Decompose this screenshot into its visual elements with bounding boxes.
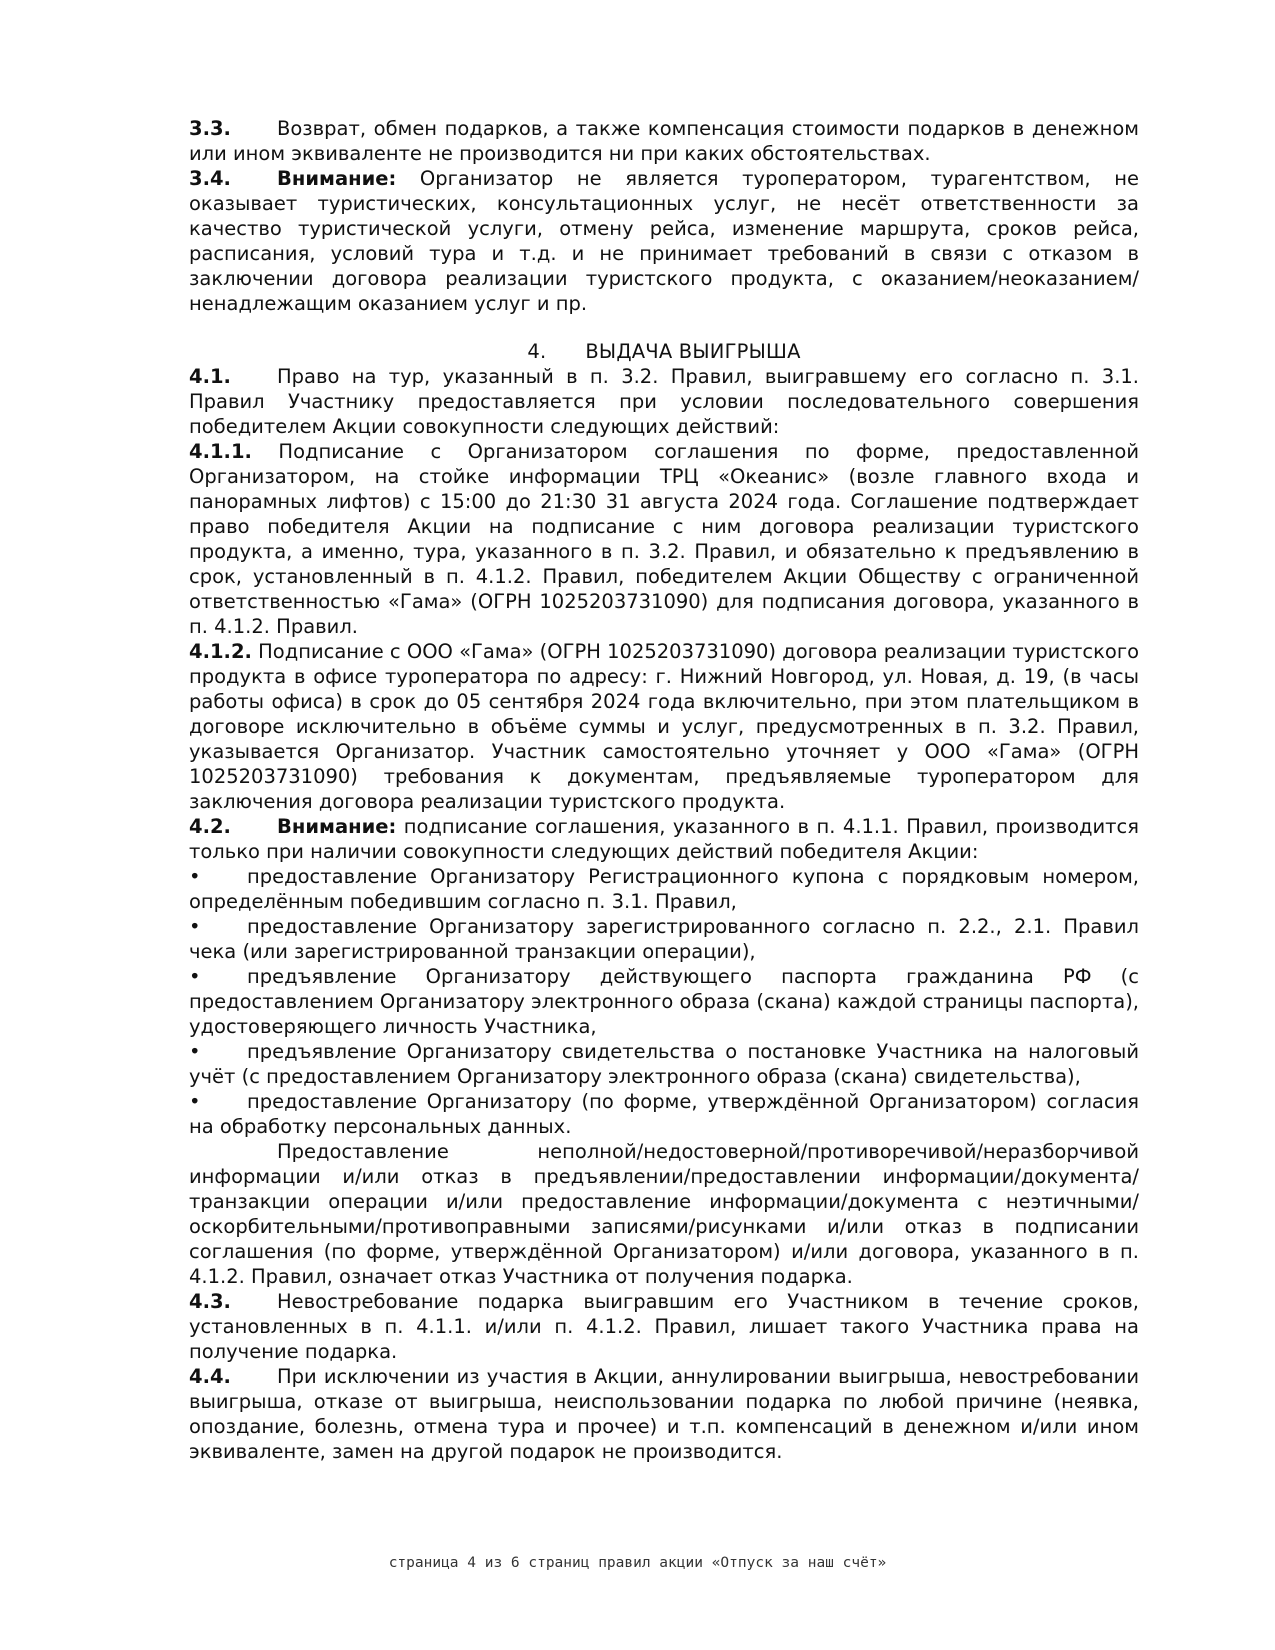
paragraph-4-2-note: Предоставление неполной/недостоверной/противоречивой/неразборчивой информации и/или отказ в предъявлении/предоставлении информации/документа/ транзакции операции и/или предоставление информации/документа с неэтичными/оскорбительными/противоправными записями/рисунками и/или отказ в подписании соглашения (по форме, утверждённой Организатором) и/или договора, указанного в п. 4.1.2. Правил, означает отказ Участника от получения подарка. [189, 1140, 1139, 1288]
document-page [189, 116, 1139, 1464]
paragraph-number: 4.3. [189, 1290, 231, 1313]
paragraph-text: Право на тур, указанный в п. 3.2. Правил, выигравшему его согласно п. 3.1. Правил Участнику предоставляется при условии последовательного совершения победителем Акции совокупности следующих действий: [189, 365, 1139, 438]
paragraph-4-1 [189, 364, 1139, 439]
bullet-icon: • [189, 965, 201, 988]
list-item-text: предоставление Организатору (по форме, утверждённой Организатором) согласия на обработку персональных данных. [189, 1090, 1139, 1138]
paragraph-4-1-2 [189, 639, 1139, 814]
paragraph-text: Подписание с Организатором соглашения по форме, предоставленной Организатором, на стойке информации ТРЦ «Океанис» (возле главного входа и панорамных лифтов) с 15:00 до 21:30 31 августа 2024 года. Соглашение подтверждает право победителя Акции на подписание с ним договора реализации туристского продукта, а именно, тура, указанного в п. 3.2. Правил, и обязательно к предъявлению в срок, установленный в п. 4.1.2. Правил, победителем Акции Обществу с ограниченной ответственностью «Гама» (ОГРН 1025203731090) для подписания договора, указанного в п. 4.1.2. Правил. [189, 440, 1139, 638]
section-number: 4. [527, 340, 547, 363]
page-footer: страница 4 из 6 страниц правил акции «Отпуск за наш счёт» [388, 1555, 887, 1571]
paragraph-text: подписание соглашения, указанного в п. 4.1.1. Правил, производится только при наличии совокупности следующих действий победителя Акции: [189, 815, 1139, 863]
paragraph-number: 4.1.2. [189, 640, 252, 663]
paragraph-3-3 [189, 116, 1139, 166]
paragraph-4-1-1 [189, 439, 1139, 639]
list-item-text: предоставление Организатору зарегистрированного согласно п. 2.2., 2.1. Правил чека (или зарегистрированной транзакции операции), [189, 915, 1139, 963]
paragraph-number: 4.1. [189, 365, 231, 388]
bullet-icon: • [189, 865, 201, 888]
paragraph-number: 4.4. [189, 1365, 231, 1388]
paragraph-number: 4.2. [189, 815, 231, 838]
paragraph-number: 3.4. [189, 167, 231, 190]
paragraph-number: 4.1.1. [189, 440, 252, 463]
paragraph-text: Организатор не является туроператором, турагентством, не оказывает туристических, консультационных услуг, не несёт ответственности за качество туристической услуги, отмену рейса, изменение маршрута, сроков рейса, расписания, условий тура и т.д. и не принимает требований в связи с отказом в заключении договора реализации туристского продукта, с оказанием/неоказанием/ ненадлежащим оказанием услуг и пр. [189, 167, 1139, 315]
paragraph-4-2 [189, 814, 1139, 864]
list-item [189, 1039, 1139, 1089]
list-item [189, 964, 1139, 1039]
section-title: ВЫДАЧА ВЫИГРЫША [585, 340, 801, 363]
paragraph-text: При исключении из участия в Акции, аннулировании выигрыша, невостребовании выигрыша, отказе от выигрыша, неиспользовании подарка по любой причине (неявка, опоздание, болезнь, отмена тура и прочее) и т.п. компенсаций в денежном и/или ином эквиваленте, замен на другой подарок не производится. [189, 1365, 1139, 1463]
bullet-icon: • [189, 915, 201, 938]
paragraph-4-4 [189, 1364, 1139, 1464]
paragraph-text: Подписание с ООО «Гама» (ОГРН 1025203731090) договора реализации туристского продукта в офисе туроператора по адресу: г. Нижний Новгород, ул. Новая, д. 19, (в часы работы офиса) в срок до 05 сентября 2024 года включительно, при этом плательщиком в договоре исключительно в объёме суммы и услуг, предусмотренных в п. 3.2. Правил, указывается Организатор. Участник самостоятельно уточняет у ООО «Гама» (ОГРН 1025203731090) требования к документам, предъявляемые туроператором для заключения договора реализации туристского продукта. [189, 640, 1139, 813]
list-item [189, 1089, 1139, 1139]
paragraph-3-4 [189, 166, 1139, 316]
attention-keyword: Внимание: [277, 815, 397, 838]
list-item-text: предъявление Организатору действующего паспорта гражданина РФ (с предоставлением Организатору электронного образа (скана) каждой страницы паспорта), удостоверяющего личность Участника, [189, 965, 1139, 1038]
bullet-icon: • [189, 1040, 201, 1063]
list-item [189, 914, 1139, 964]
paragraph-4-3 [189, 1289, 1139, 1364]
paragraph-text: Возврат, обмен подарков, а также компенсация стоимости подарков в денежном или ином эквиваленте не производится ни при каких обстоятельствах. [189, 117, 1139, 165]
section-heading-4 [189, 339, 1139, 364]
list-item-text: предъявление Организатору свидетельства о постановке Участника на налоговый учёт (с предоставлением Организатору электронного образа (скана) свидетельства), [189, 1040, 1139, 1088]
list-item-text: предоставление Организатору Регистрационного купона с порядковым номером, определённым победившим согласно п. 3.1. Правил, [189, 865, 1139, 913]
list-item [189, 864, 1139, 914]
bullet-icon: • [189, 1090, 201, 1113]
paragraph-number: 3.3. [189, 117, 231, 140]
paragraph-text: Невостребование подарка выигравшим его Участником в течение сроков, установленных в п. 4.1.1. и/или п. 4.1.2. Правил, лишает такого Участника права на получение подарка. [189, 1290, 1139, 1363]
attention-keyword: Внимание: [277, 167, 397, 190]
